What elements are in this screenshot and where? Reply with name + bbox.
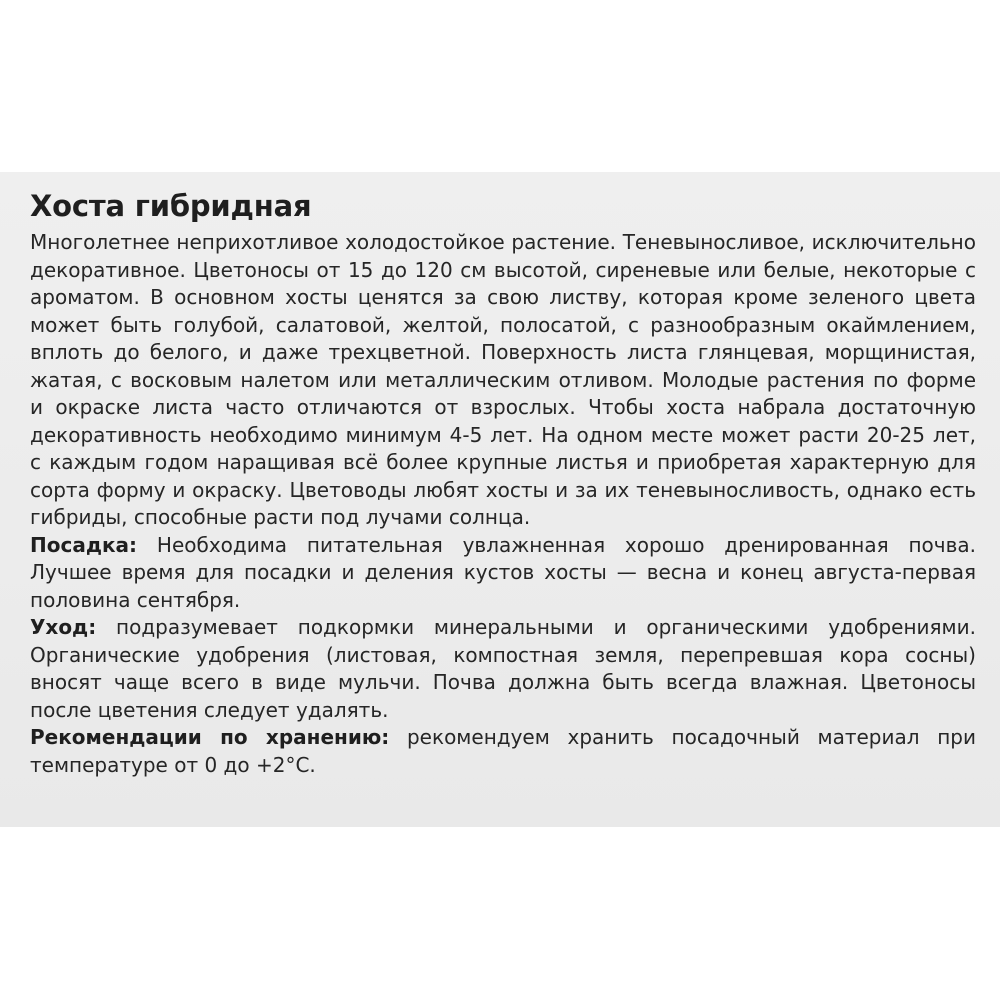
care-text: подразумевает подкормки минеральными и органическими удобрениями. Органические удобрения (листовая, компостная земля, перепревшая кора сосны) вносят чаще всего в виде мульчи. Почва должна быть всегда влажная. Цветоносы после цветения следует удалять. bbox=[30, 615, 976, 722]
care-section bbox=[30, 614, 976, 724]
planting-section bbox=[30, 532, 976, 615]
storage-text: рекомендуем хранить посадочный материал при температуре от 0 до +2°С. bbox=[30, 725, 976, 777]
planting-label: Посадка: bbox=[30, 532, 138, 557]
description-paragraph: Многолетнее неприхотливое холодостойкое растение. Теневыносливое, исключительно декоративное. Цветоносы от 15 до 120 см высотой, сиреневые или белые, некоторые с ароматом. В основном хосты ценятся за свою листву, которая кроме зеленого цвета может быть голубой, салатовой, желтой, полосатой, с разнообразным окаймлением, вплоть до белого, и даже трехцветной. Поверхность листа глянцевая, морщинистая, жатая, с восковым налетом или металлическим отливом. Молодые растения по форме и окраске листа часто отличаются от взрослых. Чтобы хоста набрала достаточную декоративность необходимо минимум 4-5 лет. На одном месте может расти 20-25 лет, с каждым годом наращивая всё более крупные листья и приобретая характерную для сорта форму и окраску. Цветоводы любят хосты и за их теневыносливость, однако есть гибриды, способные расти под лучами солнца. bbox=[30, 230, 976, 529]
storage-label: Рекомендации по хранению: bbox=[30, 725, 390, 749]
planting-text: Необходима питательная увлажненная хорошо дренированная почва. Лучшее время для посадки и деления кустов хосты — весна и конец августа-первая половина сентября. bbox=[30, 532, 976, 612]
storage-section bbox=[30, 724, 976, 779]
product-title: Хоста гибридная bbox=[30, 189, 312, 223]
care-label: Уход: bbox=[30, 615, 97, 639]
label-text-block bbox=[30, 184, 976, 779]
